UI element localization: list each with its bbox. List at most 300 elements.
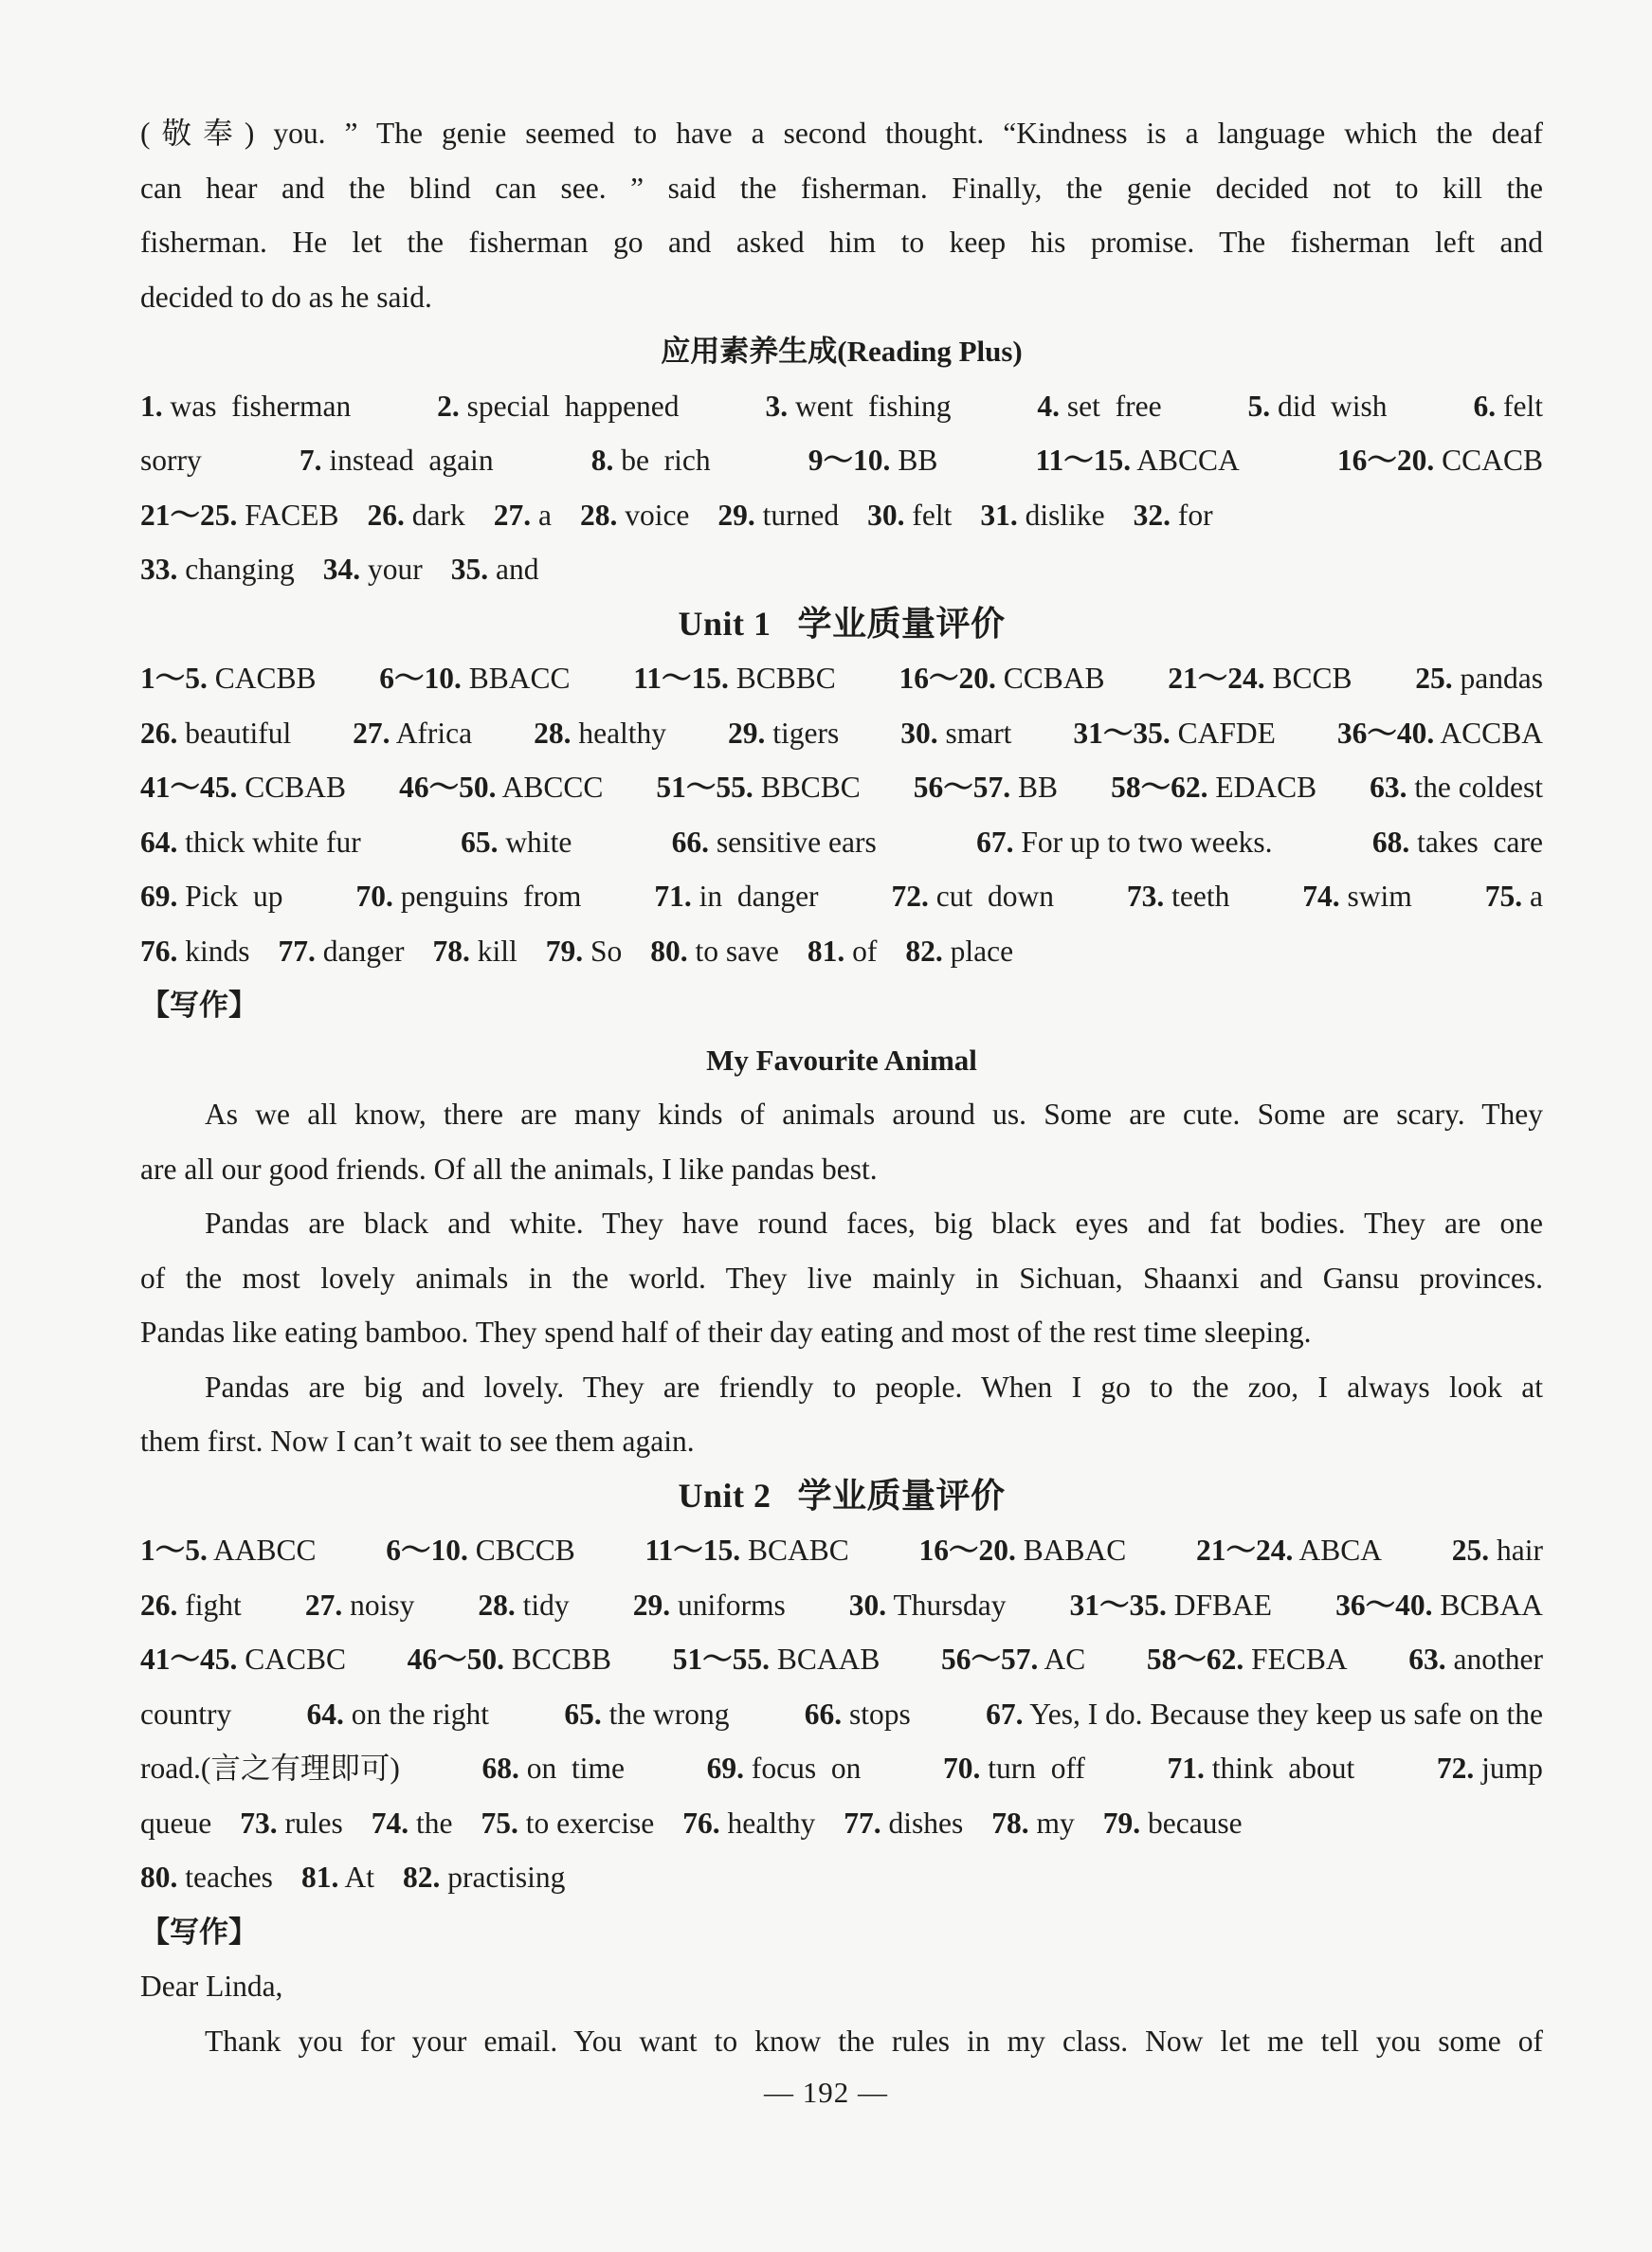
answer-text: and	[495, 553, 539, 586]
unit1-label: Unit 1	[678, 604, 772, 643]
answer-item	[1196, 1523, 1382, 1578]
essay-title: My Favourite Animal	[706, 1043, 977, 1077]
answer-item	[279, 924, 405, 979]
answer-item	[849, 1578, 1007, 1633]
answer-number: 32.	[1133, 498, 1171, 532]
answer-item	[399, 760, 603, 815]
answer-number: 36～40.	[1336, 716, 1435, 750]
answer-number: 28.	[579, 498, 618, 532]
unit2-heading	[140, 1469, 1543, 1524]
answer-text: white	[505, 825, 572, 859]
essay-line: Pandas are big and lovely. They are friendly to people. When I go to the zoo, I always look at	[205, 1370, 1543, 1404]
answer-item	[765, 379, 951, 434]
answer-text: CCBAB	[245, 771, 347, 804]
answer-number: 6～10.	[379, 662, 462, 695]
answer-number: 25.	[1451, 1534, 1490, 1567]
answer-text: BCABC	[748, 1534, 849, 1567]
answer-item	[1485, 869, 1543, 924]
answer-item	[654, 869, 818, 924]
answer-text: BBCBC	[760, 771, 861, 804]
answer-item	[355, 869, 581, 924]
answer-number: 31.	[980, 498, 1018, 532]
answer-text: tidy	[522, 1588, 570, 1622]
answer-text: fight	[185, 1588, 242, 1622]
answer-item	[300, 433, 494, 488]
answer-row	[140, 542, 1543, 597]
answer-number: 16～20.	[918, 1534, 1016, 1567]
answer-text: dark	[411, 498, 465, 532]
answer-text: focus on	[751, 1752, 862, 1785]
answer-text: pandas	[1460, 662, 1543, 695]
answer-text: a	[537, 498, 552, 532]
answer-text: BCAAB	[776, 1643, 880, 1676]
answer-item	[633, 1578, 786, 1633]
answer-number: 71.	[654, 880, 692, 913]
answer-number: 67.	[976, 825, 1014, 859]
answer-text: to save	[695, 934, 779, 968]
answer-item	[367, 488, 464, 543]
answer-row	[140, 379, 1543, 434]
answer-text: set free	[1066, 389, 1162, 423]
answer-row	[140, 815, 1543, 870]
answer-item	[481, 1796, 654, 1851]
answer-text: on the right	[351, 1697, 490, 1731]
answer-text: smart	[945, 716, 1012, 750]
answer-number: 71.	[1167, 1752, 1205, 1785]
answer-row	[140, 760, 1543, 815]
answer-item	[240, 1796, 342, 1851]
answer-text: At	[344, 1861, 374, 1894]
answer-number: 41～45.	[140, 1643, 238, 1676]
answer-number: 69.	[140, 880, 178, 913]
answer-item	[986, 1687, 1543, 1742]
story-line: can hear and the blind can see. ” said the fisherman. Finally, the genie decided not to kill the	[140, 171, 1543, 205]
answer-item	[564, 1687, 729, 1742]
answer-text: CBCCB	[475, 1534, 575, 1567]
answer-number: 79.	[545, 934, 584, 968]
answer-item	[140, 1741, 400, 1796]
answer-number: 66.	[671, 825, 710, 859]
answer-item	[437, 379, 679, 434]
answer-item	[672, 815, 877, 870]
answer-text: thick white fur	[185, 825, 361, 859]
answer-number: 80.	[650, 934, 688, 968]
answer-text: the wrong	[608, 1697, 730, 1731]
answer-text: Africa	[395, 716, 473, 750]
answer-item	[481, 1741, 625, 1796]
answer-text: DFBAE	[1173, 1588, 1273, 1622]
answer-item	[140, 924, 250, 979]
answer-number: 11～15.	[644, 1534, 741, 1567]
essay-line: As we all know, there are many kinds of animals around us. Some are cute. Some are scary. They	[205, 1098, 1543, 1131]
answer-item	[1127, 869, 1229, 924]
answer-text: AABCC	[213, 1534, 317, 1567]
answer-text: BBACC	[468, 662, 571, 695]
answer-number: 68.	[481, 1752, 519, 1785]
essay-line: are all our good friends. Of all the animals, I like pandas best.	[140, 1152, 878, 1186]
answer-item	[140, 542, 295, 597]
answer-item	[1437, 1741, 1543, 1796]
answer-number: 81.	[300, 1861, 339, 1894]
answer-number: 28.	[478, 1588, 516, 1622]
answer-row	[140, 1796, 1543, 1851]
answer-row	[140, 651, 1543, 706]
answer-text: voice	[625, 498, 690, 532]
answer-number: 36～40.	[1335, 1588, 1433, 1622]
answer-row	[140, 1632, 1543, 1687]
answer-item	[905, 924, 1013, 979]
essay-line: them first. Now I can’t wait to see them again.	[140, 1425, 695, 1458]
answer-number: 21～24.	[1196, 1534, 1294, 1567]
answer-number: 80.	[140, 1861, 178, 1894]
answer-number: 78.	[991, 1806, 1029, 1840]
answer-text: BCCB	[1272, 662, 1352, 695]
answer-item	[728, 706, 839, 761]
answer-item	[140, 706, 291, 761]
answer-item	[353, 706, 472, 761]
answer-item	[1134, 488, 1213, 543]
answer-row	[140, 869, 1543, 924]
unit2-writing-tag: 【写作】	[140, 1915, 258, 1949]
answer-item	[673, 1632, 880, 1687]
answer-text: sorry	[140, 444, 202, 477]
answer-item	[1335, 1578, 1543, 1633]
answer-item	[1370, 760, 1543, 815]
answer-text: road.(言之有理即可)	[140, 1752, 400, 1785]
answer-text: dislike	[1025, 498, 1105, 532]
answer-number: 6.	[1473, 389, 1497, 423]
answer-number: 9～10.	[808, 444, 891, 477]
answer-item	[1037, 379, 1161, 434]
answer-item	[867, 488, 952, 543]
answer-text: tigers	[772, 716, 840, 750]
answer-text: think about	[1211, 1752, 1355, 1785]
answer-number: 27.	[304, 1588, 343, 1622]
answer-item	[461, 815, 572, 870]
answer-text: healthy	[578, 716, 667, 750]
answer-item	[432, 924, 517, 979]
answer-number: 1～5.	[140, 1534, 208, 1567]
story-paragraph	[140, 106, 1543, 324]
answer-text: queue	[140, 1806, 212, 1840]
answer-number: 33.	[140, 553, 178, 586]
answer-text: CCBAB	[1003, 662, 1105, 695]
answer-item	[805, 1687, 911, 1742]
answer-item	[546, 924, 623, 979]
answer-text: ABCCC	[501, 771, 604, 804]
answer-text: CACBC	[245, 1643, 347, 1676]
answer-row	[140, 488, 1543, 543]
answer-item	[140, 651, 317, 706]
answer-item	[919, 1523, 1127, 1578]
answer-number: 77.	[844, 1806, 881, 1840]
answer-number: 77.	[278, 934, 316, 968]
answer-number: 26.	[140, 716, 178, 750]
answer-item	[645, 1523, 849, 1578]
answer-text: kill	[477, 934, 517, 968]
answer-text: swim	[1347, 880, 1412, 913]
answer-number: 51～55.	[672, 1643, 770, 1676]
answer-item	[140, 1632, 346, 1687]
answer-number: 3.	[765, 389, 789, 423]
answer-number: 69.	[706, 1752, 744, 1785]
answer-text: ACCBA	[1440, 716, 1543, 750]
answer-item	[140, 1796, 211, 1851]
answer-text: BABAC	[1023, 1534, 1127, 1567]
answer-text: the coldest	[1414, 771, 1543, 804]
answer-text: your	[367, 553, 423, 586]
answer-text: teeth	[1171, 880, 1230, 913]
answer-text: dishes	[888, 1806, 964, 1840]
unit1-heading	[140, 597, 1543, 652]
answer-text: BCBAA	[1440, 1588, 1543, 1622]
answer-number: 31～35.	[1073, 716, 1171, 750]
answer-text: went fishing	[794, 389, 952, 423]
answer-item	[372, 1796, 453, 1851]
answer-text: AC	[1044, 1643, 1086, 1676]
answer-item	[717, 488, 839, 543]
answer-item	[140, 869, 283, 924]
answer-item	[305, 1578, 415, 1633]
answer-number: 73.	[1126, 880, 1165, 913]
answer-item	[976, 815, 1272, 870]
reading-plus-answers	[140, 379, 1543, 597]
answer-item	[1168, 1741, 1355, 1796]
answer-text: ABCA	[1298, 1534, 1383, 1567]
answer-text: uniforms	[677, 1588, 786, 1622]
answer-item	[1168, 651, 1352, 706]
answer-text: FACEB	[245, 498, 339, 532]
story-line: fisherman. He let the fisherman go and asked him to keep his promise. The fisherman left and	[140, 226, 1543, 259]
answer-text: jump	[1481, 1752, 1543, 1785]
answer-number: 29.	[717, 498, 755, 532]
answer-number: 82.	[402, 1861, 441, 1894]
answer-text: turned	[762, 498, 840, 532]
answer-text: For up to two weeks.	[1021, 825, 1273, 859]
answer-number: 25.	[1415, 662, 1453, 695]
answer-text: BB	[898, 444, 938, 477]
answer-text: rules	[284, 1806, 343, 1840]
answer-text: was fisherman	[170, 389, 352, 423]
answer-text: felt	[1502, 389, 1543, 423]
answer-item	[650, 924, 779, 979]
answer-number: 63.	[1370, 771, 1407, 804]
answer-number: 65.	[564, 1697, 602, 1731]
answer-item	[580, 488, 689, 543]
answer-item	[1473, 379, 1542, 434]
answer-row	[140, 924, 1543, 979]
answer-item	[140, 760, 346, 815]
answer-number: 8.	[590, 444, 614, 477]
answer-number: 29.	[632, 1588, 671, 1622]
answer-number: 34.	[322, 553, 361, 586]
answer-text: Pick up	[185, 880, 283, 913]
answer-number: 68.	[1371, 825, 1410, 859]
answer-item	[900, 706, 1011, 761]
unit1-writing-tag: 【写作】	[140, 989, 258, 1022]
answer-text: teaches	[185, 1861, 273, 1894]
answer-text: So	[590, 934, 623, 968]
answer-number: 76.	[140, 934, 178, 968]
answer-number: 51～55.	[656, 771, 753, 804]
answer-number: 4.	[1037, 389, 1061, 423]
unit1-title: 学业质量评价	[797, 604, 1006, 643]
answer-number: 27.	[493, 498, 532, 532]
answer-item	[451, 542, 539, 597]
answer-number: 11～15.	[633, 662, 729, 695]
answer-text: stops	[849, 1697, 911, 1731]
answer-item	[1302, 869, 1412, 924]
answer-item	[307, 1687, 489, 1742]
answer-number: 58～62.	[1146, 1643, 1244, 1676]
answer-text: in danger	[699, 880, 819, 913]
answer-number: 26.	[367, 498, 405, 532]
unit2-label: Unit 2	[678, 1476, 772, 1515]
answer-number: 63.	[1408, 1643, 1446, 1676]
answer-number: 75.	[481, 1806, 518, 1840]
answer-item	[1103, 1796, 1243, 1851]
answer-text: FECBA	[1251, 1643, 1348, 1676]
answer-text: noisy	[350, 1588, 415, 1622]
answer-text: ABCCA	[1136, 444, 1240, 477]
answer-item	[140, 1578, 242, 1633]
answer-text: hair	[1497, 1534, 1543, 1567]
answer-number: 30.	[848, 1588, 887, 1622]
answer-text: did wish	[1278, 389, 1388, 423]
answer-number: 67.	[986, 1697, 1024, 1731]
answer-item	[140, 1687, 231, 1742]
essay-line: Pandas like eating bamboo. They spend half of their day eating and most of the rest time sleeping.	[140, 1316, 1312, 1349]
answer-text: another	[1453, 1643, 1543, 1676]
story-line: (敬奉) you. ” The genie seemed to have a second thought. “Kindness is a language which the deaf	[140, 117, 1543, 150]
answer-text: beautiful	[185, 716, 292, 750]
unit1-answers	[140, 651, 1543, 978]
answer-item	[140, 488, 338, 543]
answer-number: 35.	[450, 553, 489, 586]
answer-row	[140, 706, 1543, 761]
letter-first-line: Thank you for your email. You want to know the rules in my class. Now let me tell you some of	[205, 2024, 1543, 2058]
answer-number: 5.	[1247, 389, 1271, 423]
answer-item	[1337, 706, 1543, 761]
answer-number: 82.	[905, 934, 943, 968]
answer-item	[386, 1523, 575, 1578]
answer-number: 70.	[355, 880, 393, 913]
answer-number: 75.	[1484, 880, 1523, 913]
answer-text: BCCBB	[511, 1643, 611, 1676]
answer-item	[941, 1632, 1085, 1687]
answer-item	[682, 1796, 815, 1851]
answer-text: turn off	[988, 1752, 1085, 1785]
answer-item	[1035, 433, 1239, 488]
answer-text: place	[950, 934, 1014, 968]
answer-item	[1372, 815, 1543, 870]
answer-item	[140, 379, 351, 434]
answer-text: CACBB	[214, 662, 317, 695]
answer-number: 72.	[1436, 1752, 1475, 1785]
answer-item	[534, 706, 666, 761]
answer-text: country	[140, 1697, 232, 1731]
answer-text: on time	[526, 1752, 625, 1785]
answer-text: changing	[185, 553, 295, 586]
answer-item	[1248, 379, 1388, 434]
answer-item	[140, 1523, 317, 1578]
answer-item	[656, 760, 860, 815]
answer-item	[980, 488, 1104, 543]
answer-number: 58～62.	[1111, 771, 1208, 804]
answer-item	[808, 924, 878, 979]
answer-row	[140, 1523, 1543, 1578]
answer-text: practising	[447, 1861, 566, 1894]
answer-number: 11～15.	[1035, 444, 1132, 477]
answer-text: healthy	[727, 1806, 816, 1840]
answer-item	[808, 433, 938, 488]
essay-body	[140, 1087, 1543, 1469]
answer-number: 41～45.	[140, 771, 238, 804]
answer-number: 1～5.	[140, 662, 208, 695]
letter-greeting: Dear Linda,	[140, 1970, 283, 2003]
answer-item	[707, 1741, 862, 1796]
unit2-title: 学业质量评价	[797, 1476, 1006, 1515]
answer-text: CCACB	[1442, 444, 1543, 477]
answer-number: 16～20.	[899, 662, 996, 695]
answer-item	[899, 651, 1105, 706]
answer-number: 30.	[867, 498, 905, 532]
answer-number: 21～25.	[140, 498, 238, 532]
answer-number: 2.	[437, 389, 460, 423]
reading-plus-heading: 应用素养生成(Reading Plus)	[661, 335, 1023, 368]
answer-number: 21～24.	[1168, 662, 1265, 695]
answer-item	[478, 1578, 569, 1633]
answer-number: 73.	[240, 1806, 278, 1840]
page-number: — 192 —	[764, 2076, 888, 2109]
answer-text: my	[1036, 1806, 1075, 1840]
answer-number: 30.	[900, 716, 938, 750]
answer-text: cut down	[935, 880, 1054, 913]
answer-item	[1070, 1578, 1273, 1633]
answer-text: a	[1529, 880, 1543, 913]
answer-number: 46～50.	[399, 771, 497, 804]
answer-item	[1337, 433, 1543, 488]
answer-text: danger	[322, 934, 405, 968]
answer-text: Yes, I do. Because they keep us safe on the	[1029, 1697, 1543, 1731]
answer-row	[140, 433, 1543, 488]
answer-text: be rich	[621, 444, 711, 477]
answer-text: sensitive ears	[716, 825, 877, 859]
answer-text: because	[1147, 1806, 1243, 1840]
answer-number: 56～57.	[940, 1643, 1039, 1676]
answer-item	[1415, 651, 1543, 706]
page-content	[140, 106, 1543, 2068]
answer-number: 65.	[461, 825, 499, 859]
unit2-answers	[140, 1523, 1543, 1905]
answer-item	[403, 1850, 565, 1905]
answer-text: special happened	[466, 389, 680, 423]
answer-number: 79.	[1102, 1806, 1141, 1840]
answer-item	[140, 1850, 273, 1905]
answer-number: 72.	[891, 880, 929, 913]
answer-item	[140, 815, 361, 870]
answer-text: felt	[912, 498, 953, 532]
answer-text: the	[415, 1806, 453, 1840]
answer-number: 29.	[728, 716, 766, 750]
answer-text: for	[1177, 498, 1213, 532]
answer-text: CAFDE	[1177, 716, 1276, 750]
answer-number: 66.	[804, 1697, 843, 1731]
answer-text: Thursday	[893, 1588, 1007, 1622]
answer-text: BCBBC	[735, 662, 836, 695]
answer-number: 81.	[807, 934, 845, 968]
answer-text: takes care	[1417, 825, 1543, 859]
